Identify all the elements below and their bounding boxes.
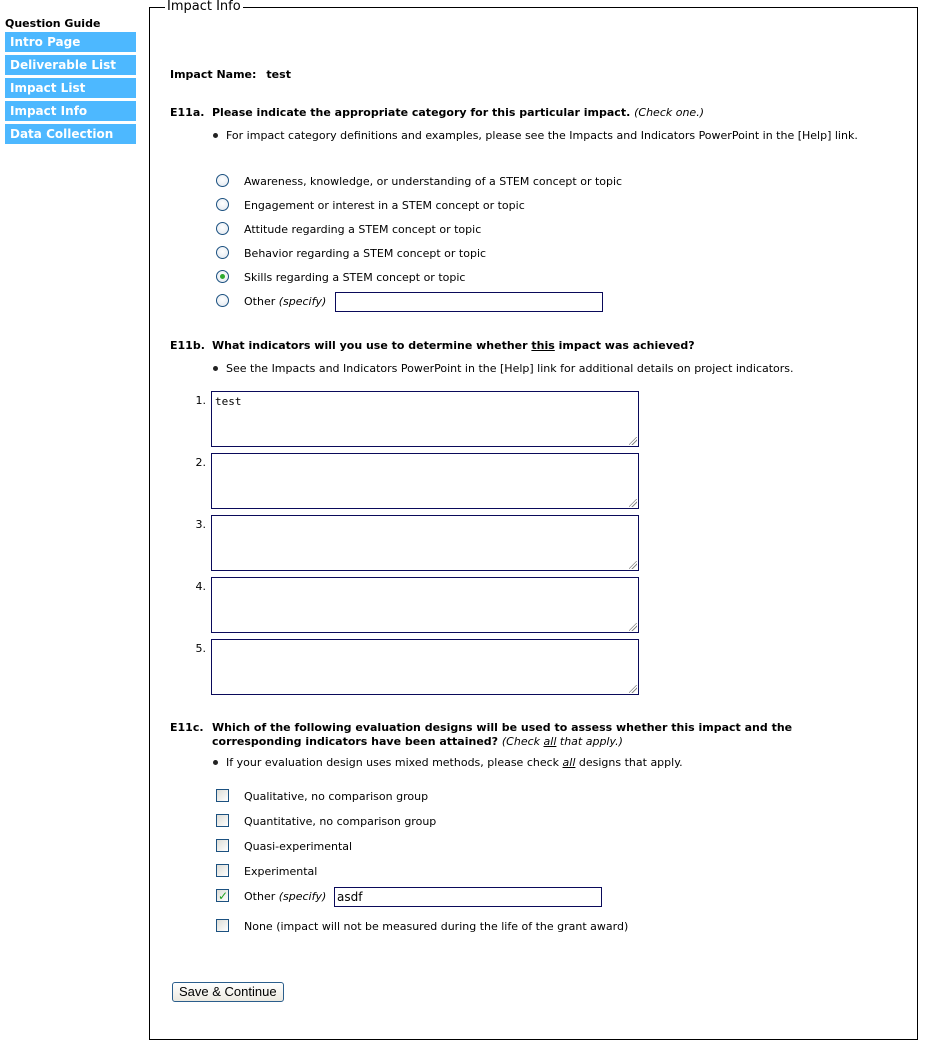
indicator-textarea-2[interactable] — [211, 453, 639, 509]
nav-intro-page[interactable]: Intro Page — [5, 32, 136, 52]
option-label: Attitude regarding a STEM concept or topic — [244, 223, 482, 236]
bullet-text: For impact category definitions and examples, please see the Impacts and Indicators PowerPoint in the [Help] link. — [226, 129, 858, 142]
sidebar-title: Question Guide — [5, 17, 101, 30]
question-number: E11b. — [170, 339, 205, 352]
question-e11c: E11c. Which of the following evaluation designs will be used to assess whether this impact and the corresponding indicators have been attained? (Check all that apply.) — [170, 721, 793, 748]
option-label: Qualitative, no comparison group — [244, 790, 429, 803]
impact-name — [170, 68, 291, 81]
indicator-number: 5. — [195, 642, 206, 655]
radio-button[interactable] — [216, 222, 229, 235]
option-label: Experimental — [244, 865, 318, 878]
question-note: (Check all that apply.) — [501, 735, 623, 748]
option-label: Other (specify) — [244, 295, 327, 308]
option-label: None (impact will not be measured during the life of the grant award) — [244, 920, 629, 933]
option-label: Engagement or interest in a STEM concept or topic — [244, 199, 525, 212]
resize-grip-icon[interactable] — [629, 437, 637, 445]
save-continue-button[interactable]: Save & Continue — [172, 982, 284, 1002]
option-label: Behavior regarding a STEM concept or topic — [244, 247, 487, 260]
nav-deliverable-list[interactable]: Deliverable List — [5, 55, 136, 75]
question-e11a — [170, 106, 704, 119]
option-label: Skills regarding a STEM concept or topic — [244, 271, 466, 284]
checkbox-checked[interactable] — [216, 889, 229, 902]
emphasis-this: this — [531, 339, 555, 352]
indicator-textarea-4[interactable] — [211, 577, 639, 633]
option-label: Awareness, knowledge, or understanding of a STEM concept or topic — [244, 175, 623, 188]
question-text: Please indicate the appropriate category for this particular impact. — [212, 106, 631, 119]
nav-data-collection[interactable]: Data Collection — [5, 124, 136, 144]
indicator-textarea-5[interactable] — [211, 639, 639, 695]
indicator-textarea-1[interactable]: test — [211, 391, 639, 447]
question-note: (Check one.) — [634, 106, 704, 119]
radio-button[interactable] — [216, 246, 229, 259]
e11b-help-bullet — [213, 362, 794, 375]
question-guide-sidebar — [5, 17, 136, 147]
e11a-help-bullet — [213, 129, 858, 142]
checkbox[interactable] — [216, 814, 229, 827]
radio-button-selected[interactable] — [216, 270, 229, 283]
bullet-icon — [213, 760, 218, 765]
resize-grip-icon[interactable] — [629, 685, 637, 693]
radio-button[interactable] — [216, 294, 229, 307]
resize-grip-icon[interactable] — [629, 499, 637, 507]
checkbox[interactable] — [216, 789, 229, 802]
resize-grip-icon[interactable] — [629, 561, 637, 569]
indicator-number: 2. — [195, 456, 206, 469]
indicator-number: 1. — [195, 394, 206, 407]
indicator-number: 3. — [195, 518, 206, 531]
impact-info-panel — [149, 0, 918, 1040]
nav-impact-list[interactable]: Impact List — [5, 78, 136, 98]
checkbox[interactable] — [216, 839, 229, 852]
bullet-icon — [213, 366, 218, 371]
question-number: E11c. — [170, 721, 204, 734]
indicator-textarea-3[interactable] — [211, 515, 639, 571]
option-label: Quasi-experimental — [244, 840, 353, 853]
option-label: Quantitative, no comparison group — [244, 815, 437, 828]
impact-name-value: test — [266, 68, 291, 81]
design-other-specify-input[interactable] — [334, 887, 602, 907]
impact-name-label: Impact Name: — [170, 68, 257, 81]
indicator-number: 4. — [195, 580, 206, 593]
question-e11b: E11b. What indicators will you use to determine whether this impact was achieved? — [170, 339, 695, 352]
checkbox[interactable] — [216, 864, 229, 877]
bullet-icon — [213, 133, 218, 138]
nav-impact-info[interactable]: Impact Info — [5, 101, 136, 121]
category-other-specify-input[interactable] — [335, 292, 603, 312]
checkbox[interactable] — [216, 919, 229, 932]
resize-grip-icon[interactable] — [629, 623, 637, 631]
radio-button[interactable] — [216, 174, 229, 187]
e11c-help-bullet: If your evaluation design uses mixed methods, please check all designs that apply. — [213, 756, 683, 769]
panel-legend: Impact Info — [167, 0, 241, 14]
option-label: Other (specify) — [244, 890, 327, 903]
question-number: E11a. — [170, 106, 205, 119]
radio-button[interactable] — [216, 198, 229, 211]
bullet-text: See the Impacts and Indicators PowerPoint in the [Help] link for additional details on project indicators. — [226, 362, 794, 375]
